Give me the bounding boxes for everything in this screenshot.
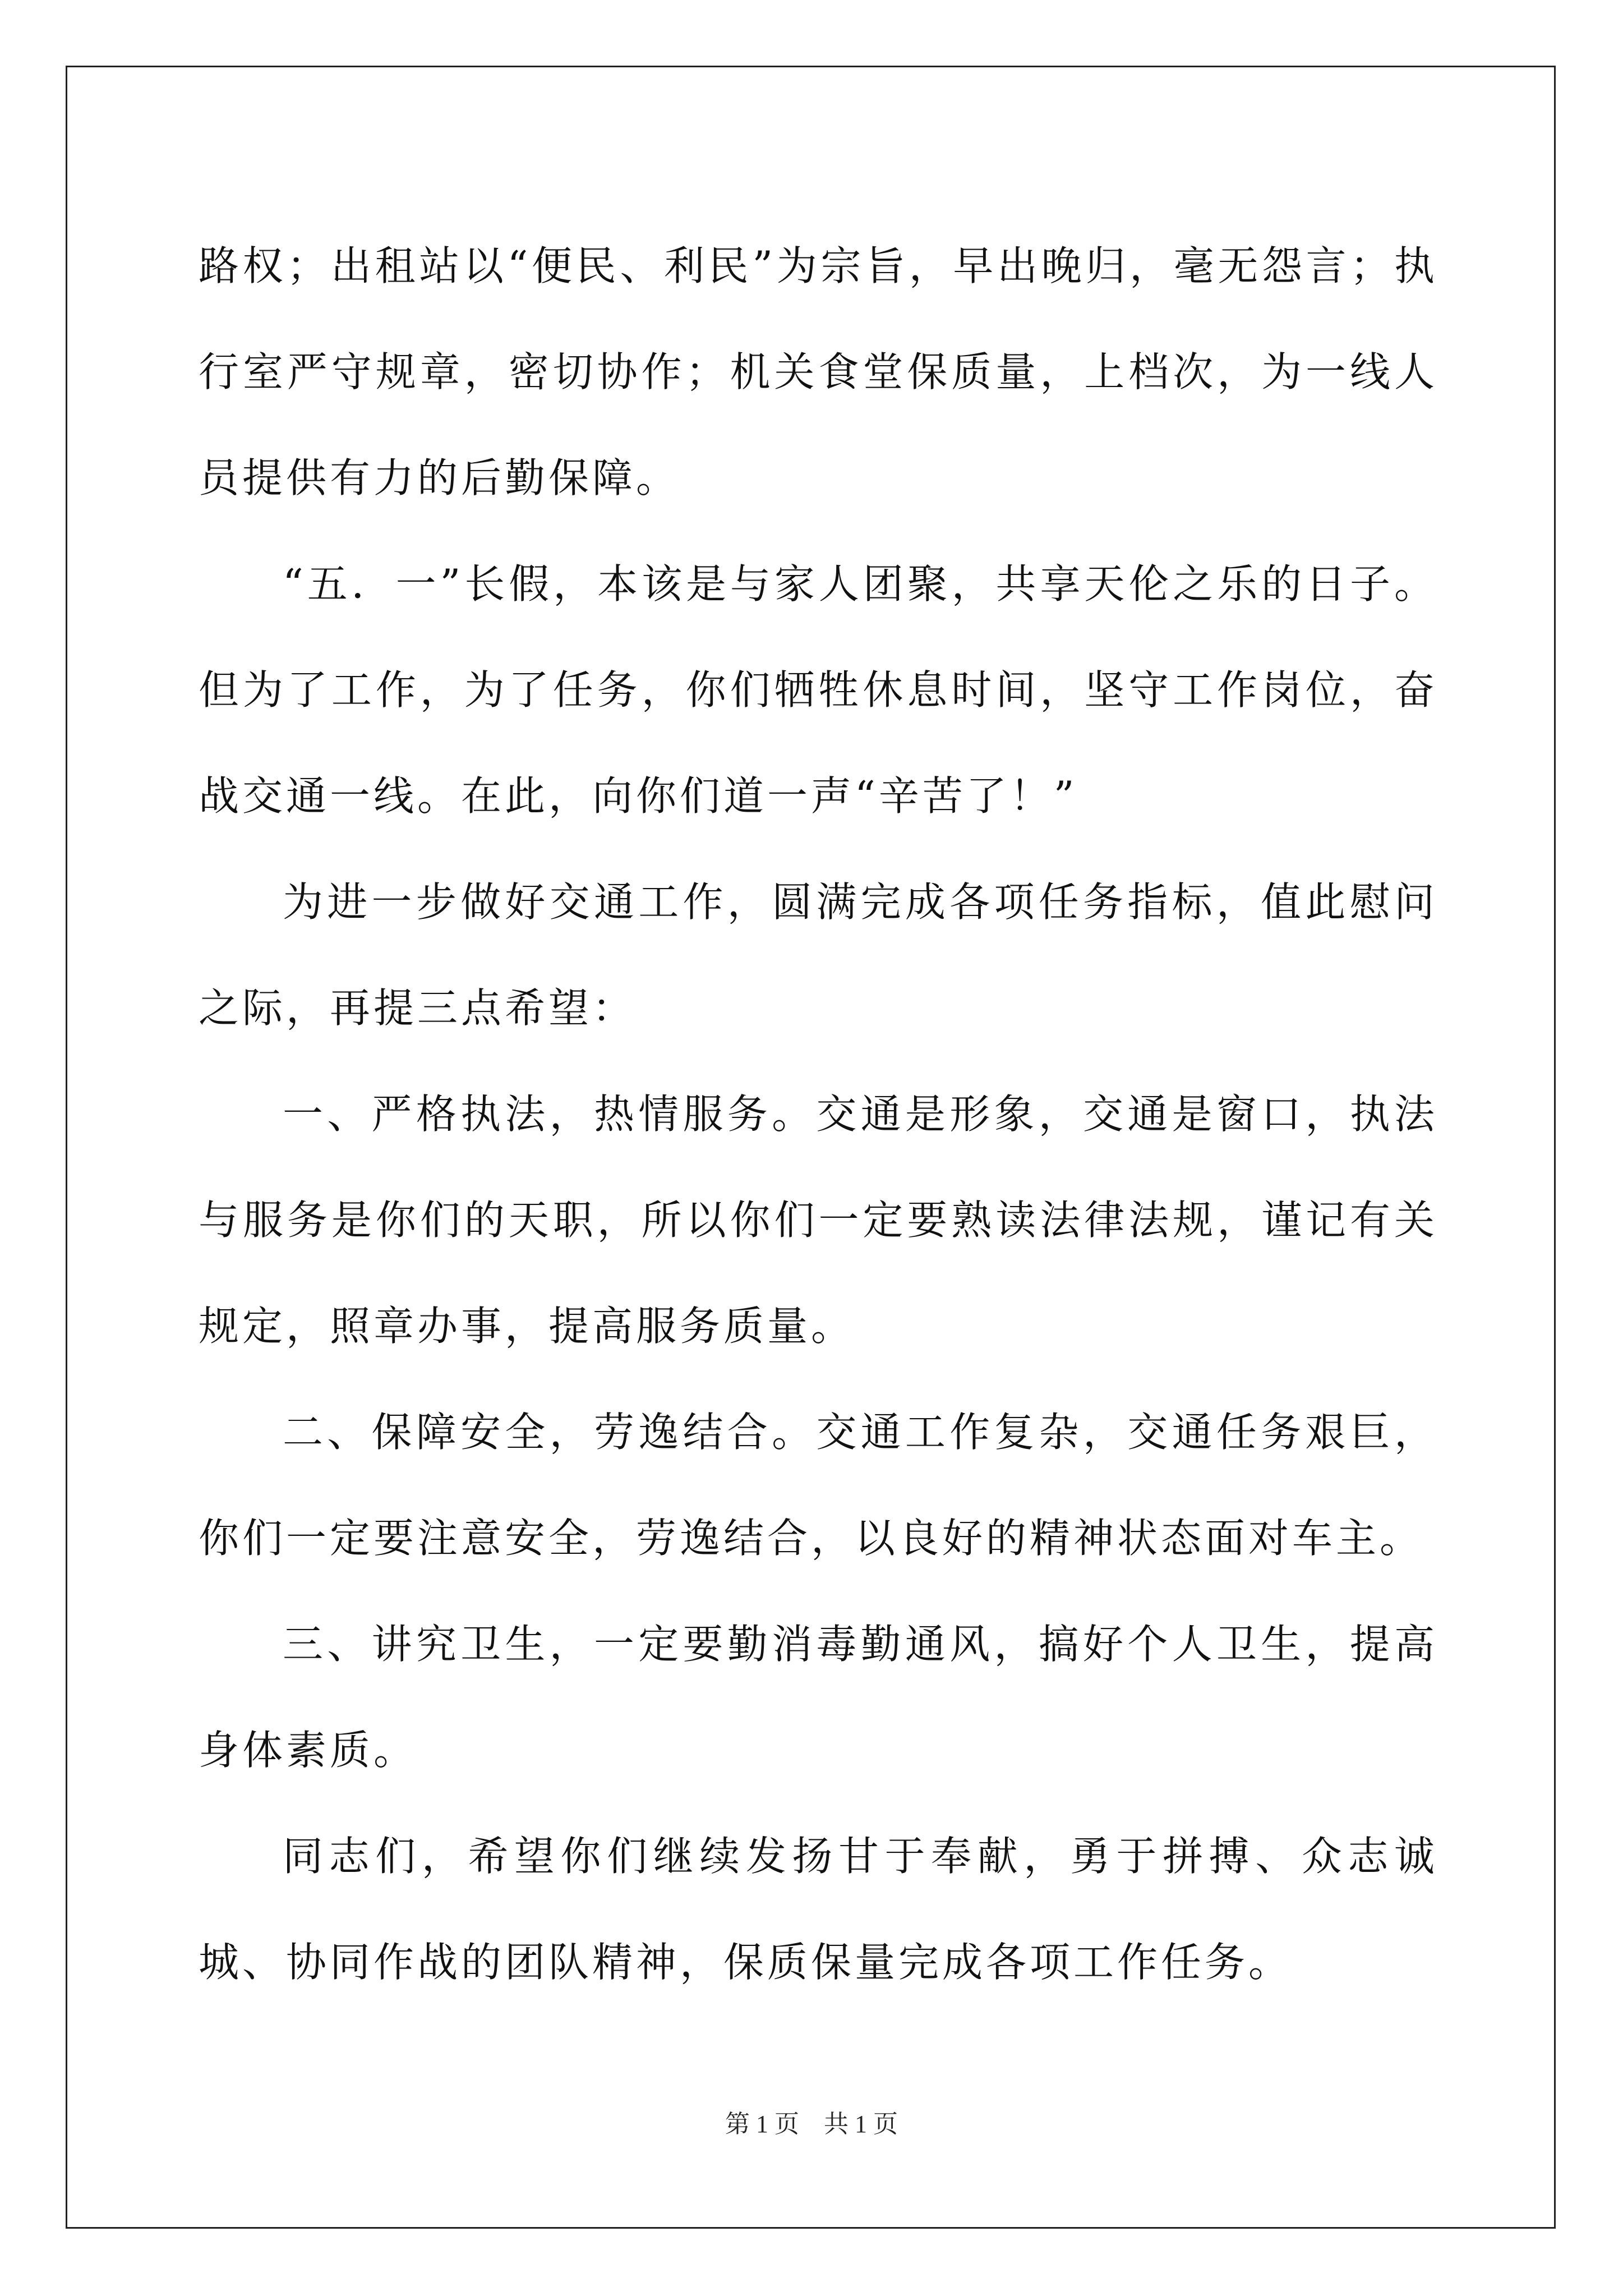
paragraph-hope-two: 二、保障安全，劳逸结合。交通工作复杂，交通任务艰巨，你们一定要注意安全，劳逸结合，以良好的精神状态面对车主。 bbox=[199, 1409, 1438, 1562]
page-number-footer: 第 1 页 共 1 页 bbox=[725, 2110, 898, 2138]
paragraph-hopes-intro: 为进一步做好交通工作，圆满完成各项任务指标，值此慰问之际，再提三点希望： bbox=[199, 878, 1438, 1032]
paragraph-continuation: 路权；出租站以“便民、利民”为宗旨，早出晚归，毫无怨言；执行室严守规章，密切协作；机关食堂保质量，上档次，为一线人员提供有力的后勤保障。 bbox=[199, 242, 1438, 501]
paragraph-holiday: “五．一”长假，本该是与家人团聚，共享天伦之乐的日子。但为了工作，为了任务，你们牺牲休息时间，坚守工作岗位，奋战交通一线。在此，向你们道一声“辛苦了！” bbox=[199, 560, 1438, 820]
paragraph-hope-three: 三、讲究卫生，一定要勤消毒勤通风，搞好个人卫生，提高身体素质。 bbox=[199, 1621, 1438, 1774]
paragraph-hope-one: 一、严格执法，热情服务。交通是形象，交通是窗口，执法与服务是你们的天职，所以你们一定要熟读法律法规，谨记有关规定，照章办事，提高服务质量。 bbox=[199, 1091, 1438, 1350]
document-body bbox=[199, 213, 1438, 2016]
paragraph-closing: 同志们，希望你们继续发扬甘于奉献，勇于拼搏、众志诚城、协同作战的团队精神，保质保量完成各项工作任务。 bbox=[199, 1833, 1438, 1986]
